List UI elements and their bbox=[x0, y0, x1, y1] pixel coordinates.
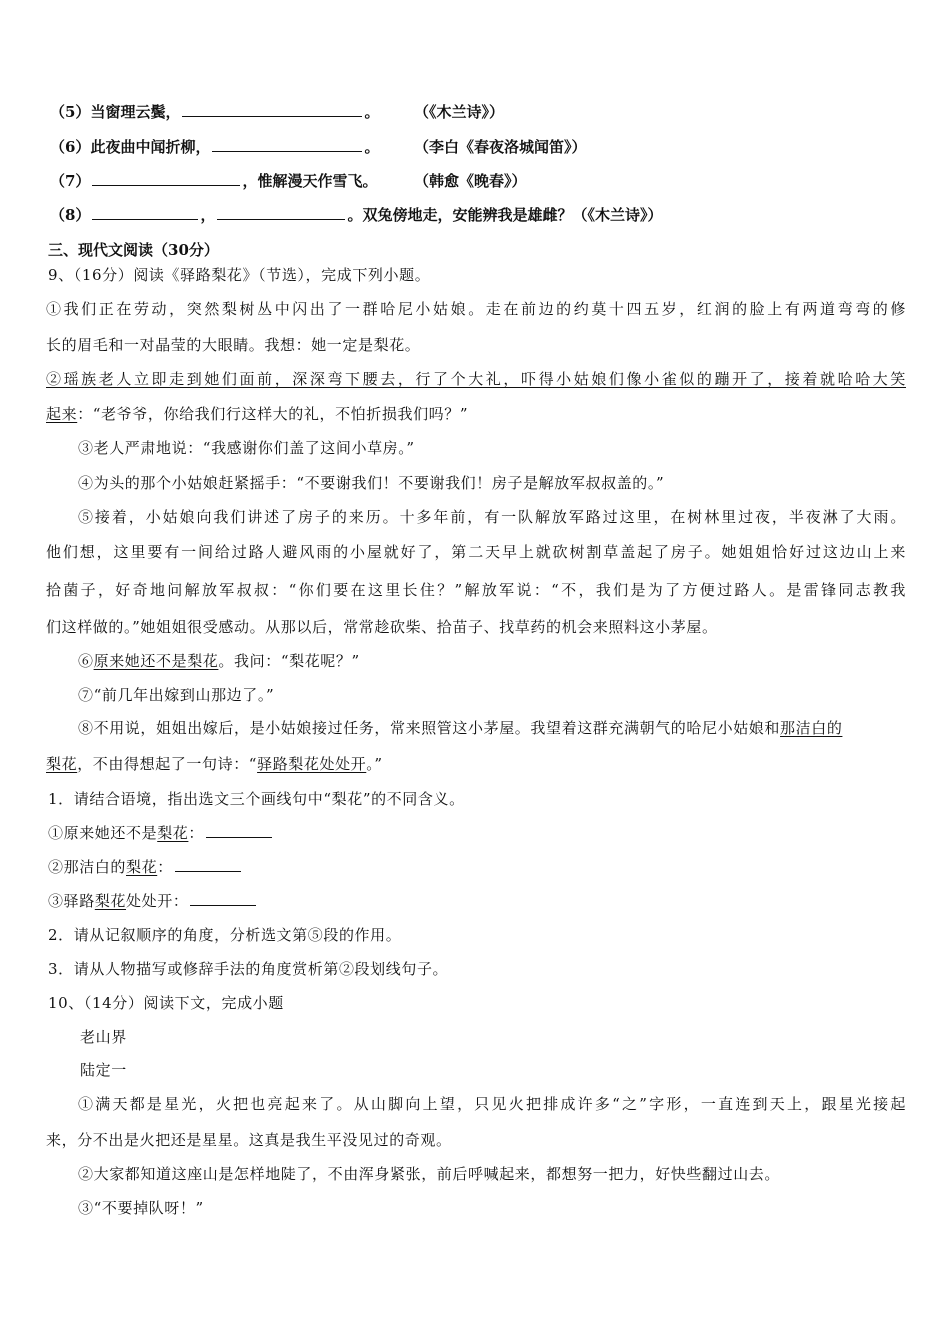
q7-source: （韩愈《晚春》） bbox=[414, 172, 527, 190]
article-l1-line1: ①满天都是星光，火把也亮起来了。从山脚向上望，只见火把排成许多“之”字形，一直连到天上，跟星光接起 bbox=[78, 1095, 906, 1113]
subquestion-1a bbox=[48, 823, 274, 843]
passage-p5-line4: 们这样做的。”她姐姐很受感动。从那以后，常常趁砍柴、拾苗子、找草药的机会来照料这小茅屋。 bbox=[46, 618, 718, 636]
sq1b-colon: ： bbox=[157, 858, 173, 876]
q9-intro: 9、（16分）阅读《驿路梨花》（节选），完成下列小题。 bbox=[48, 266, 431, 284]
poetry-q8 bbox=[50, 205, 662, 225]
passage-p5-line2: 他们想，这里要有一间给过路人避风雨的小屋就好了，第二天早上就砍树割草盖起了房子。她姐姐恰好过这边山上来 bbox=[46, 543, 906, 561]
passage-p8-line1 bbox=[78, 718, 842, 738]
q5-end: 。 bbox=[364, 103, 380, 121]
poetry-q6 bbox=[50, 137, 379, 157]
poetry-q5 bbox=[50, 102, 379, 122]
q5-source: （《木兰诗》） bbox=[414, 103, 505, 121]
p2-underlined-end: 起来 bbox=[46, 405, 78, 423]
p8-mid: ，不由得想起了一句诗：“ bbox=[77, 755, 258, 773]
q6-source: （李白《春夜洛城闻笛》） bbox=[414, 138, 587, 156]
q8-text: 。双兔傍地走，安能辨我是雄雌？ bbox=[347, 206, 573, 224]
article-l3: ③“不要掉队呀！” bbox=[78, 1199, 204, 1217]
q5-blank[interactable] bbox=[182, 102, 362, 117]
q8-number: （8） bbox=[50, 206, 91, 224]
p2-quote: ：“老爷爷，你给我们行这样大的礼，不怕折损我们吗？” bbox=[77, 405, 469, 423]
sq1b-pre: ②那洁白的 bbox=[48, 858, 127, 876]
p8-underlined-1: 那洁白的 bbox=[780, 719, 843, 737]
p8-underlined-2: 梨花 bbox=[46, 755, 78, 773]
sq1a-answer-blank[interactable] bbox=[206, 823, 272, 838]
q6-number: （6） bbox=[50, 138, 91, 156]
p6-number: ⑥ bbox=[78, 652, 94, 670]
sq1c-colon: 处处开： bbox=[126, 892, 189, 910]
passage-p4: ④为头的那个小姑娘赶紧摇手：“不要谢我们！不要谢我们！房子是解放军叔叔盖的。” bbox=[78, 474, 665, 492]
passage-p7: ⑦“前几年出嫁到山那边了。” bbox=[78, 686, 275, 704]
p6-underlined: 原来她还不是梨花 bbox=[93, 652, 219, 670]
q6-text: 此夜曲中闻折柳， bbox=[90, 138, 211, 156]
sq1b-underlined: 梨花 bbox=[126, 858, 158, 876]
passage-p8-line2 bbox=[46, 754, 383, 774]
sq1a-underlined: 梨花 bbox=[157, 824, 189, 842]
q8-source: （《木兰诗》） bbox=[572, 206, 663, 224]
q5-text: 当窗理云鬓， bbox=[90, 103, 181, 121]
q8-blank-1[interactable] bbox=[92, 205, 198, 220]
sq1c-answer-blank[interactable] bbox=[190, 891, 256, 906]
q10-intro: 10、（14分）阅读下文，完成小题 bbox=[48, 994, 284, 1012]
passage-p3: ③老人严肃地说：“我感谢你们盖了这间小草房。” bbox=[78, 439, 415, 457]
q6-end: 。 bbox=[364, 138, 380, 156]
q7-blank[interactable] bbox=[92, 171, 240, 186]
passage-p2-line2 bbox=[46, 404, 468, 424]
subquestion-1c bbox=[48, 891, 258, 911]
q5-number: （5） bbox=[50, 103, 91, 121]
article-author: 陆定一 bbox=[80, 1061, 127, 1079]
passage-p1-line1: ①我们正在劳动，突然梨树丛中闪出了一群哈尼小姑娘。走在前边的约莫十四五岁，红润的脸上有两道弯弯的修 bbox=[46, 300, 906, 318]
p6-rest: 。我问：“梨花呢？” bbox=[218, 652, 360, 670]
q7-number: （7） bbox=[50, 172, 91, 190]
passage-p5-line3: 拾菌子，好奇地问解放军叔叔：“你们要在这里长住？”解放军说：“不，我们是为了方便过路人。是雷锋同志教我 bbox=[46, 581, 906, 599]
subquestion-1: 1．请结合语境，指出选文三个画线句中“梨花”的不同含义。 bbox=[48, 790, 465, 808]
article-l2: ②大家都知道这座山是怎样地陡了，不由浑身紧张，前后呼喊起来，都想努一把力，好快些翻过山去。 bbox=[78, 1165, 781, 1183]
p8-underlined-3: 驿路梨花处处开 bbox=[257, 755, 367, 773]
subquestion-1b bbox=[48, 857, 243, 877]
passage-p1-line2: 长的眉毛和一对晶莹的大眼睛。我想：她一定是梨花。 bbox=[46, 336, 421, 354]
q8-blank-2[interactable] bbox=[217, 205, 345, 220]
passage-p6 bbox=[78, 651, 360, 671]
sq1a-colon: ： bbox=[188, 824, 205, 842]
sq1c-pre: ③驿路 bbox=[48, 892, 95, 910]
sq1b-answer-blank[interactable] bbox=[175, 857, 241, 872]
sq1c-underlined: 梨花 bbox=[94, 892, 127, 910]
subquestion-2: 2．请从记叙顺序的角度，分析选文第⑤段的作用。 bbox=[48, 926, 402, 944]
article-title: 老山界 bbox=[80, 1028, 127, 1046]
passage-p5-line1: ⑤接着，小姑娘向我们讲述了房子的来历。十多年前，有一队解放军路过这里，在树林里过夜，半夜淋了大雨。 bbox=[78, 508, 906, 526]
section-heading: 三、现代文阅读（30分） bbox=[48, 241, 219, 259]
p8-text: ⑧不用说，姐姐出嫁后，是小姑娘接过任务，常来照管这小茅屋。我望着这群充满朝气的哈尼小姑娘和 bbox=[78, 719, 781, 737]
q6-blank[interactable] bbox=[212, 137, 362, 152]
article-l1-line2: 来，分不出是火把还是星星。这真是我生平没见过的奇观。 bbox=[46, 1131, 452, 1149]
poetry-q7 bbox=[50, 171, 377, 191]
q7-text: ，惟解漫天作雪飞。 bbox=[242, 172, 378, 190]
p8-end: 。” bbox=[366, 755, 383, 773]
q8-comma: ， bbox=[200, 206, 216, 224]
subquestion-3: 3．请从人物描写或修辞手法的角度赏析第②段划线句子。 bbox=[48, 960, 449, 978]
sq1a-pre: ①原来她还不是 bbox=[48, 824, 158, 842]
passage-p2-line1-underlined: ②瑶族老人立即走到她们面前，深深弯下腰去，行了个大礼，吓得小姑娘们像小雀似的蹦开了，接着就哈哈大笑 bbox=[46, 370, 906, 388]
